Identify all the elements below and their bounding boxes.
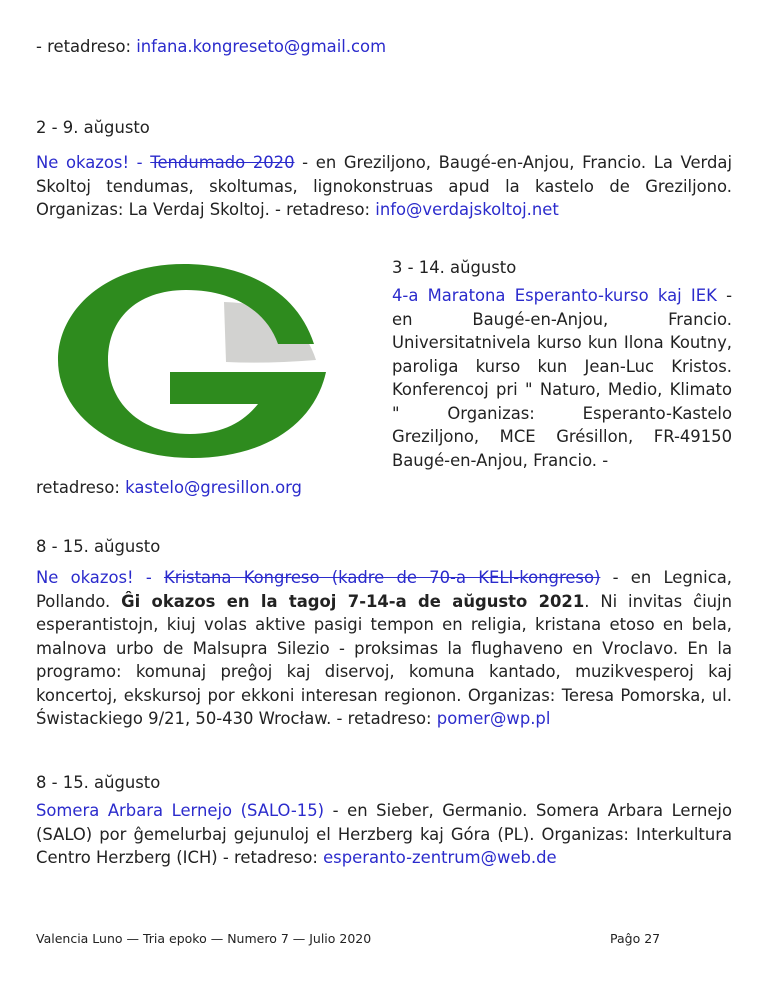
event-text-1: - en Greziljono, Baugé-en-Anjou, Francio. La Verdaj Skoltoj tendumas, skoltumas, lignokonstruas apud la kastelo de Greziljono. Organizas: La Verdaj Skoltoj. - retadreso: [36, 153, 732, 219]
event-title-link-2[interactable]: 4-a Maratona Esperanto-kurso kaj IEK [392, 286, 717, 305]
footer-publication: Valencia Luno — Tria epoko — Numero 7 — Julio 2020 [36, 931, 372, 946]
event-paragraph-4 [36, 799, 732, 870]
event-date-4: 8 - 15. aŭgusto [36, 773, 161, 792]
email-link-gresillon[interactable]: kastelo@gresillon.org [125, 478, 302, 497]
event-email-line-2 [36, 476, 736, 500]
event-bold-notice-3: Ĝi okazos en la tagoj 7-14-a de aŭgusto 2021 [121, 591, 585, 611]
footer-page-number: Paĝo 27 [610, 931, 661, 946]
email-link-pomer[interactable]: pomer@wp.pl [436, 709, 551, 728]
gresillon-logo-icon [58, 264, 326, 458]
event-paragraph-3 [36, 566, 732, 731]
event-title-link-3[interactable]: Kristana Kongreso (kadre de 70-a KELI-kongreso) [163, 568, 601, 587]
event-date-3: 8 - 15. aŭgusto [36, 537, 161, 556]
retadreso-label: - retadreso: [36, 37, 137, 56]
event-paragraph-1 [36, 151, 732, 222]
event-title-link-1[interactable]: Tendumado 2020 [150, 153, 295, 172]
event-text-3a: - en Legnica, Pollando. [36, 568, 732, 611]
event-text-2: - en Baugé-en-Anjou, Francio. Universitatnivela kurso kun Ilona Koutny, paroliga kurso kun Jean-Luc Kristos. Konferencoj pri " Naturo, Medio, Klimato " Organizas: Esperanto-Kastelo Greziljono, MCE Grésillon, FR-49150 Baugé-en-Anjou, Francio. - [392, 286, 733, 470]
email-link-infana[interactable]: infana.kongreseto@gmail.com [136, 37, 387, 56]
event-date-1: 2 - 9. aŭgusto [36, 118, 150, 137]
email-link-verdajskoltoj[interactable]: info@verdajskoltoj.net [375, 200, 559, 219]
cancel-notice-3: Ne okazos! - [36, 568, 164, 587]
email-link-esperanto-zentrum[interactable]: esperanto-zentrum@web.de [323, 848, 557, 867]
event-title-link-4[interactable]: Somera Arbara Lernejo (SALO-15) [36, 801, 325, 820]
event-paragraph-2 [392, 284, 732, 472]
event-text-4: - en Sieber, Germanio. Somera Arbara Lernejo (SALO) por ĝemelurbaj gejunuloj el Herzberg kaj Góra (PL). Organizas: Interkultura Centro Herzberg (ICH) - retadreso: [36, 801, 733, 867]
cancel-notice-1: Ne okazos! - [36, 153, 151, 172]
event-date-2: 3 - 14. aŭgusto [392, 258, 517, 277]
retadreso-label-2: retadreso: [36, 478, 126, 497]
top-email-line [36, 35, 736, 59]
gresillon-logo-image [36, 258, 332, 464]
event-text-3b: . Ni invitas ĉiujn esperantistojn, kiuj volas aktive pasigi tempon en religia, kristana etoso en bela, malnova urbo de Malsupra Silezio - proksimas la flughaveno en Vroclavo. En la programo: komunaj preĝoj kaj diservoj, komuna kantado, muzikvesperoj kaj koncertoj, ekskursoj por ekkoni interesan regionon. Organizas: Teresa Pomorska, ul. Świstackiego 9/21, 50-430 Wrocław. - retadreso: [36, 591, 732, 728]
